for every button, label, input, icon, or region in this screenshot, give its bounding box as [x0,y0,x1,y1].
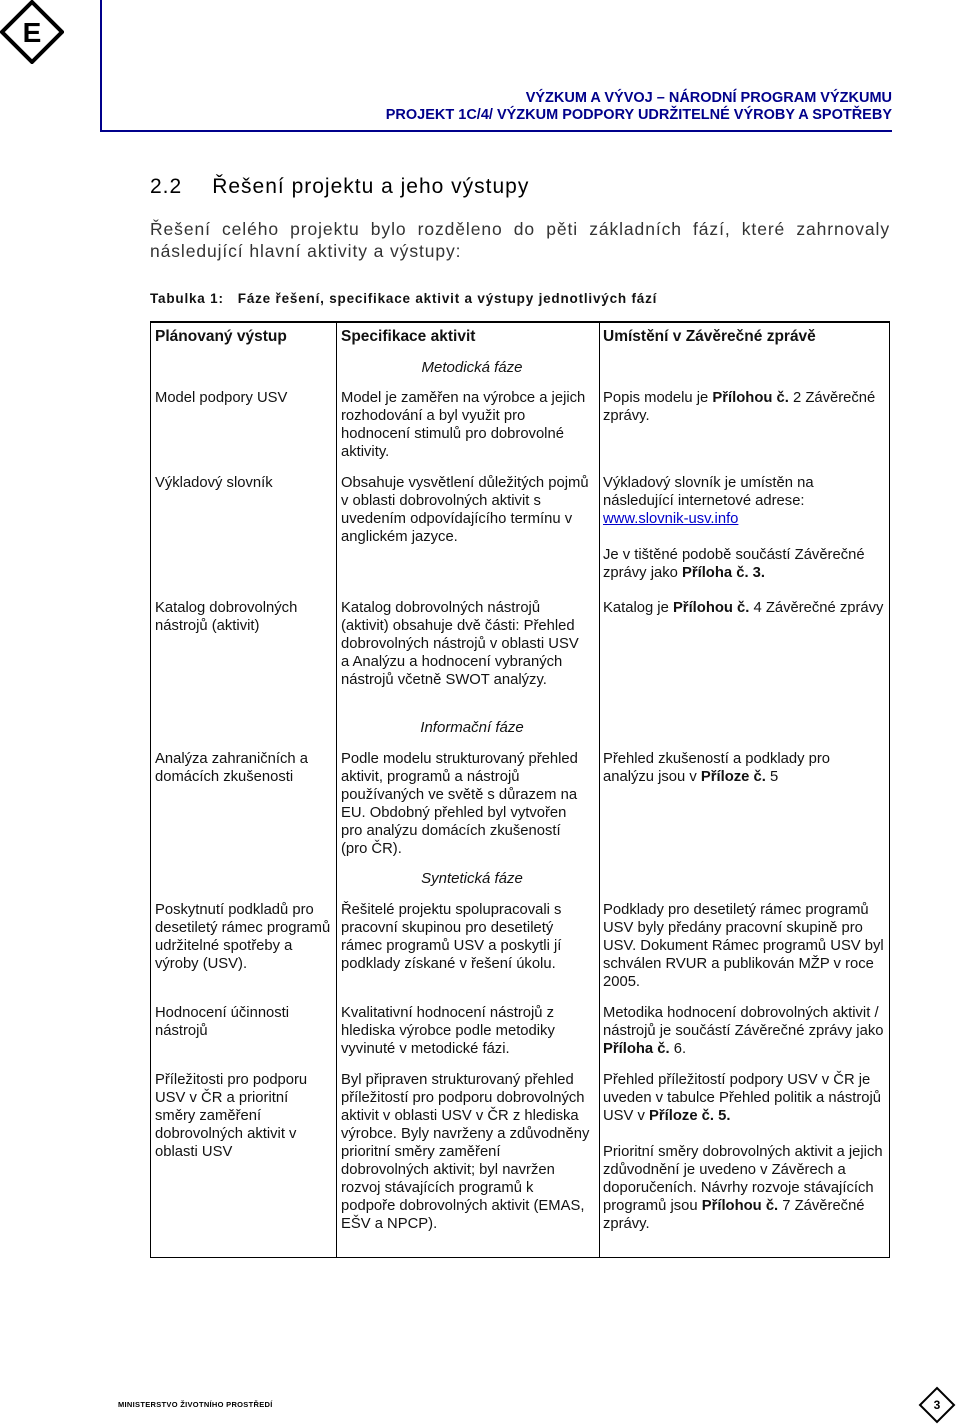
row-3-output: Katalog dobrovolných nástrojů (aktivit) [155,600,298,634]
table-top-rule [151,321,889,323]
header-planned-output: Plánovaný výstup [155,328,287,345]
row-4-location: Přehled zkušeností a podklady pro analýzu jsou v Příloze č. 5 [603,751,831,785]
table-col-divider [336,321,337,1257]
row-3-location: Katalog je Přílohou č. 4 Závěrečné zprávy [603,600,884,616]
header-divider-vertical [100,0,102,131]
section-title-text: Řešení projektu a jeho výstupy [212,175,530,198]
table-caption-label: Tabulka 1: [150,291,224,306]
section-title [150,175,529,199]
row-2-activity: Obsahuje vysvětlení důležitých pojmů v oblasti dobrovolných aktivit s uvedením odpovídajícího termínu v anglickém jazyce. [341,475,589,545]
footer-ministry: MINISTERSTVO ŽIVOTNÍHO PROSTŘEDÍ [118,1400,273,1409]
page-number: 3 [933,1398,941,1412]
table-col-divider [599,321,600,1257]
row-6-activity: Kvalitativní hodnocení nástrojů z hlediska výrobce podle metodiky vyvinuté v metodické fázi. [341,1005,555,1057]
header-line-1: VÝZKUM A VÝVOJ – NÁRODNÍ PROGRAM VÝZKUMU [525,90,892,106]
logo-letter: E [22,17,42,48]
row-6-output: Hodnocení účinnosti nástrojů [155,1005,290,1039]
logo-e-icon [0,0,64,64]
row-5-location: Podklady pro desetiletý rámec programů USV byly předány pracovní skupině pro USV. Dokument Rámec programů USV byl schválen RVUR a publikován MŽP v roce 2005. [603,902,884,990]
table-caption [150,291,657,306]
row-5-activity: Řešitelé projektu spolupracovali s pracovní skupinou pro desetiletý rámec programů USV a poskytli jí podklady získané v řešení úkolu. [341,902,562,972]
header-location: Umístění v Závěrečné zprávě [603,328,816,345]
row-7-location: Přehled příležitostí podpory USV v ČR je uveden v tabulce Přehled politik a nástrojů USV v Příloze č. 5. Prioritní směry dobrovolných aktivit a jejich zdůvodnění je uvedeno v Závěrech a doporučeních. Návrhy rozvoje stávajících programů jsou Přílohou č. 7 Závěrečné zprávy. [603,1072,883,1232]
phase-informational: Informační fáze [420,719,524,736]
section-intro: Řešení celého projektu bylo rozděleno do pěti základních fází, které zahrnovaly následující hlavní aktivity a výstupy: [150,219,890,261]
row-7-output: Příležitosti pro podporu USV v ČR a prioritní směry zaměření dobrovolných aktivit v oblasti USV [155,1072,308,1160]
row-6-location: Metodika hodnocení dobrovolných aktivit / nástrojů je součástí Závěrečné zprávy jako Příloha č. 6. [603,1005,884,1057]
header-line-2: PROJEKT 1C/4/ VÝZKUM PODPORY UDRŽITELNÉ VÝROBY A SPOTŘEBY [385,107,892,123]
row-3-activity: Katalog dobrovolných nástrojů (aktivit) obsahuje dvě části: Přehled dobrovolných nástrojů v oblasti USV a Analýzu a hodnocení vybraných nástrojů včetně SWOT analýzy. [341,600,579,688]
row-2-output: Výkladový slovník [155,475,273,491]
row-1-activity: Model je zaměřen na výrobce a jejich rozhodování a byl využit pro hodnocení stimulů pro dobrovolné aktivity. [341,390,586,460]
header-divider [100,130,892,132]
row-4-output: Analýza zahraničních a domácích zkušenosti [155,751,308,785]
phase-methodical: Metodická fáze [421,359,523,376]
glossary-link[interactable]: www.slovnik-usv.info [603,511,739,527]
row-1-output: Model podpory USV [155,390,288,406]
phase-synthetic: Syntetická fáze [421,870,523,887]
table-caption-text: Fáze řešení, specifikace aktivit a výstupy jednotlivých fází [237,291,658,306]
phases-table [150,321,890,1258]
row-2-location: Výkladový slovník je umístěn na následující internetové adrese: www.slovnik-usv.info Je v tištěné podobě součástí Závěrečné zprávy jako Příloha č. 3. [603,475,865,581]
header-activity-spec: Specifikace aktivit [341,328,476,345]
row-7-activity: Byl připraven strukturovaný přehled příležitostí pro podporu dobrovolných aktivit v oblasti USV v ČR z hlediska výrobce. Byly navrženy a zdůvodněny prioritní směry zaměření dobrovolných aktivit; byl navržen rozvoj stávajících programů k podpoře dobrovolných aktivit (EMAS, EŠV a NPCP). [341,1072,590,1232]
row-1-location: Popis modelu je Přílohou č. 2 Závěrečné zprávy. [603,390,876,424]
row-4-activity: Podle modelu strukturovaný přehled aktivit, programů a nástrojů používaných ve světě s důrazem na EU. Obdobný přehled byl vytvořen pro analýzu domácích zkušeností (pro ČR). [341,751,578,857]
row-5-output: Poskytnutí podkladů pro desetiletý rámec programů udržitelné spotřeby a výroby (USV). [155,902,331,972]
section-number: 2.2 [150,175,183,198]
page-header [386,90,892,124]
